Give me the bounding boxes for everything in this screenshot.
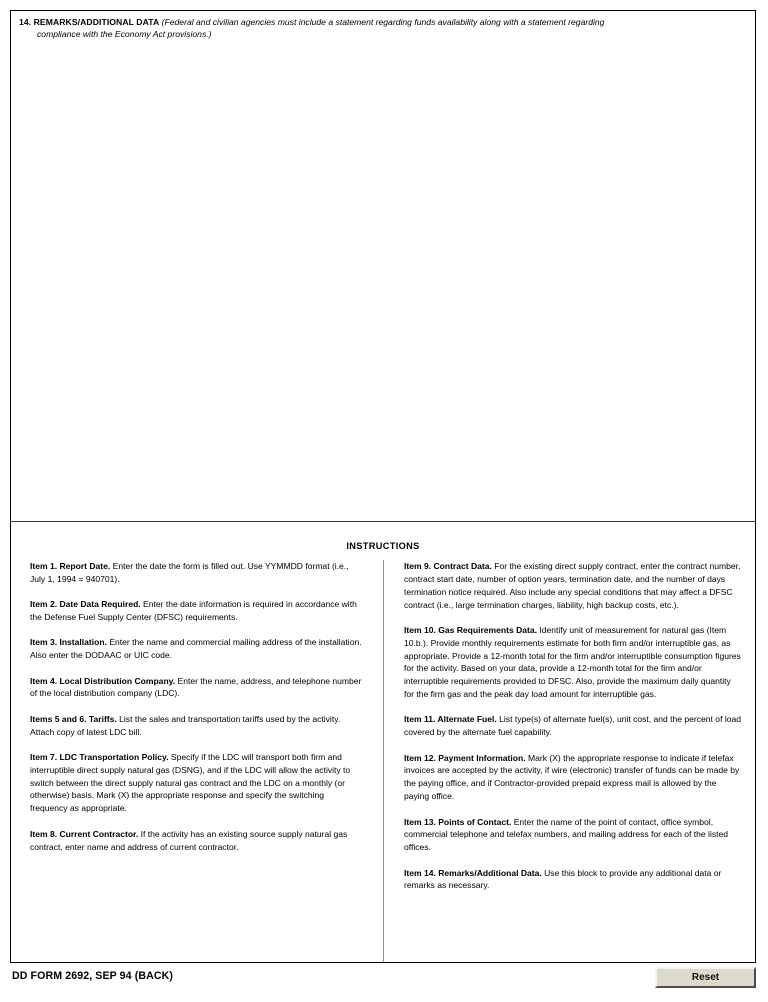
instruction-item-right-2-body: List type(s) of alternate fuel(s), unit cost, and the percent of load covered by the alternate fuel capability. xyxy=(404,714,741,738)
instructions-title: INSTRUCTIONS xyxy=(346,541,420,551)
form-identifier: DD FORM 2692, SEP 94 (BACK) xyxy=(12,970,174,982)
instruction-item-left-6-body: If the activity has an existing source supply natural gas contract, enter name and address of current contractor. xyxy=(30,828,348,852)
instruction-item-left-5-heading: Item 7. LDC Transportation Policy. xyxy=(30,751,169,762)
instruction-item-left-4 xyxy=(30,713,363,739)
instructions-section xyxy=(11,522,755,962)
instruction-item-right-5 xyxy=(404,867,741,893)
instruction-item-right-3 xyxy=(404,752,741,803)
instruction-item-right-0 xyxy=(404,560,741,611)
instruction-item-right-1-body: Identify unit of measurement for natural gas (Item 10.b.). Provide monthly requirements estimate for both firm and/or interruptible gas, as appropriate. Provide a 12-month total for the firm and/or interruptible consumption figures for the activity. Based on your data, provide a 12-month total for the firm and/or interruptible requirements provided to DFSC. Also, provide the maximum daily quantity for the firm gas and the peak day load amount for interruptible gas. xyxy=(404,624,741,700)
instruction-item-left-0 xyxy=(30,560,363,586)
remarks-number: 14. xyxy=(19,17,32,27)
remarks-input-area[interactable] xyxy=(15,45,751,518)
form-footer xyxy=(0,963,768,1002)
instruction-item-left-2-heading: Item 3. Installation. xyxy=(30,637,107,648)
remarks-note-line1: (Federal and civilian agencies must include a statement regarding funds availability along with a statement regarding xyxy=(161,17,605,27)
instruction-item-left-6-heading: Item 8. Current Contractor. xyxy=(30,828,139,839)
instruction-item-left-4-heading: Items 5 and 6. Tariffs. xyxy=(30,713,117,724)
remarks-note-line2: compliance with the Economy Act provisions.) xyxy=(37,28,212,39)
remarks-caption xyxy=(11,11,755,40)
instruction-item-right-4 xyxy=(404,816,741,855)
instruction-item-left-1-heading: Item 2. Date Data Required. xyxy=(30,599,141,610)
instruction-item-right-0-heading: Item 9. Contract Data. xyxy=(404,561,492,571)
instructions-columns xyxy=(11,560,755,962)
instructions-left-column xyxy=(11,560,383,962)
instruction-item-right-0-body: For the existing direct supply contract, enter the contract number, contract start date, number of option years, termination date, and the number of days termination notice required. Also include any special conditions that may affect a DFSC contract (i.e., large termination charges, liability, high backup costs, etc.). xyxy=(404,561,741,610)
instruction-item-left-2-body: Enter the name and commercial mailing address of the installation. Also enter the DODAAC or UIC code. xyxy=(30,637,362,661)
instruction-item-left-0-heading: Item 1. Report Date. xyxy=(30,561,111,571)
form-frame xyxy=(10,10,756,963)
instruction-item-right-4-body: Enter the name of the point of contact, office symbol, commercial telephone and telefax numbers, and mailing address for each of the listed offices. xyxy=(404,816,729,853)
instruction-item-left-3-heading: Item 4. Local Distribution Company. xyxy=(30,675,176,686)
instruction-item-right-3-body: Mark (X) the appropriate response to indicate if telefax invoices are accepted by the activity, if wire (electronic) transfer of funds can be made by the paying office, and if Contractor-provided prepaid express mail is allowed by the paying office. xyxy=(404,752,740,802)
instruction-item-left-6 xyxy=(30,828,363,854)
instruction-item-left-3-body: Enter the name, address, and telephone number of the local distribution company (LDC). xyxy=(30,675,362,699)
instruction-item-left-1-body: Enter the date information is required in accordance with the Defense Fuel Supply Center (DFSC) requirements. xyxy=(30,599,357,623)
instruction-item-left-3 xyxy=(30,675,363,701)
instruction-item-right-2-heading: Item 11. Alternate Fuel. xyxy=(404,714,497,725)
remarks-block xyxy=(11,11,755,521)
instruction-item-left-4-body: List the sales and transportation tariffs used by the activity. Attach copy of latest LDC bill. xyxy=(30,713,341,737)
reset-button[interactable]: Reset xyxy=(655,967,756,988)
instruction-item-right-5-heading: Item 14. Remarks/Additional Data. xyxy=(404,867,542,878)
instruction-item-right-4-heading: Item 13. Points of Contact. xyxy=(404,816,512,827)
instruction-item-right-3-heading: Item 12. Payment Information. xyxy=(404,752,526,763)
instruction-item-left-5 xyxy=(30,751,363,815)
instruction-item-right-1 xyxy=(404,624,741,701)
instruction-item-left-1 xyxy=(30,598,363,624)
instructions-right-column xyxy=(383,560,755,962)
instruction-item-left-5-body: Specify if the LDC will transport both firm and interruptible direct supply natural gas (DSNG), and if the LDC will allow the activity to switch between the direct supply natural gas contract and the LDC on a monthly (or otherwise) basis. Mark (X) the appropriate response and specify the switching frequency as appropriate. xyxy=(30,751,351,814)
instruction-item-right-5-body: Use this block to provide any additional data or remarks as necessary. xyxy=(404,867,722,891)
instruction-item-left-2 xyxy=(30,636,363,662)
instruction-item-right-1-heading: Item 10. Gas Requirements Data. xyxy=(404,624,538,635)
instruction-item-left-0-body: Enter the date the form is filled out. Use YYMMDD format (i.e., July 1, 1994 = 940701). xyxy=(30,561,349,584)
instruction-item-right-2 xyxy=(404,713,741,739)
remarks-title: REMARKS/ADDITIONAL DATA xyxy=(33,17,160,27)
